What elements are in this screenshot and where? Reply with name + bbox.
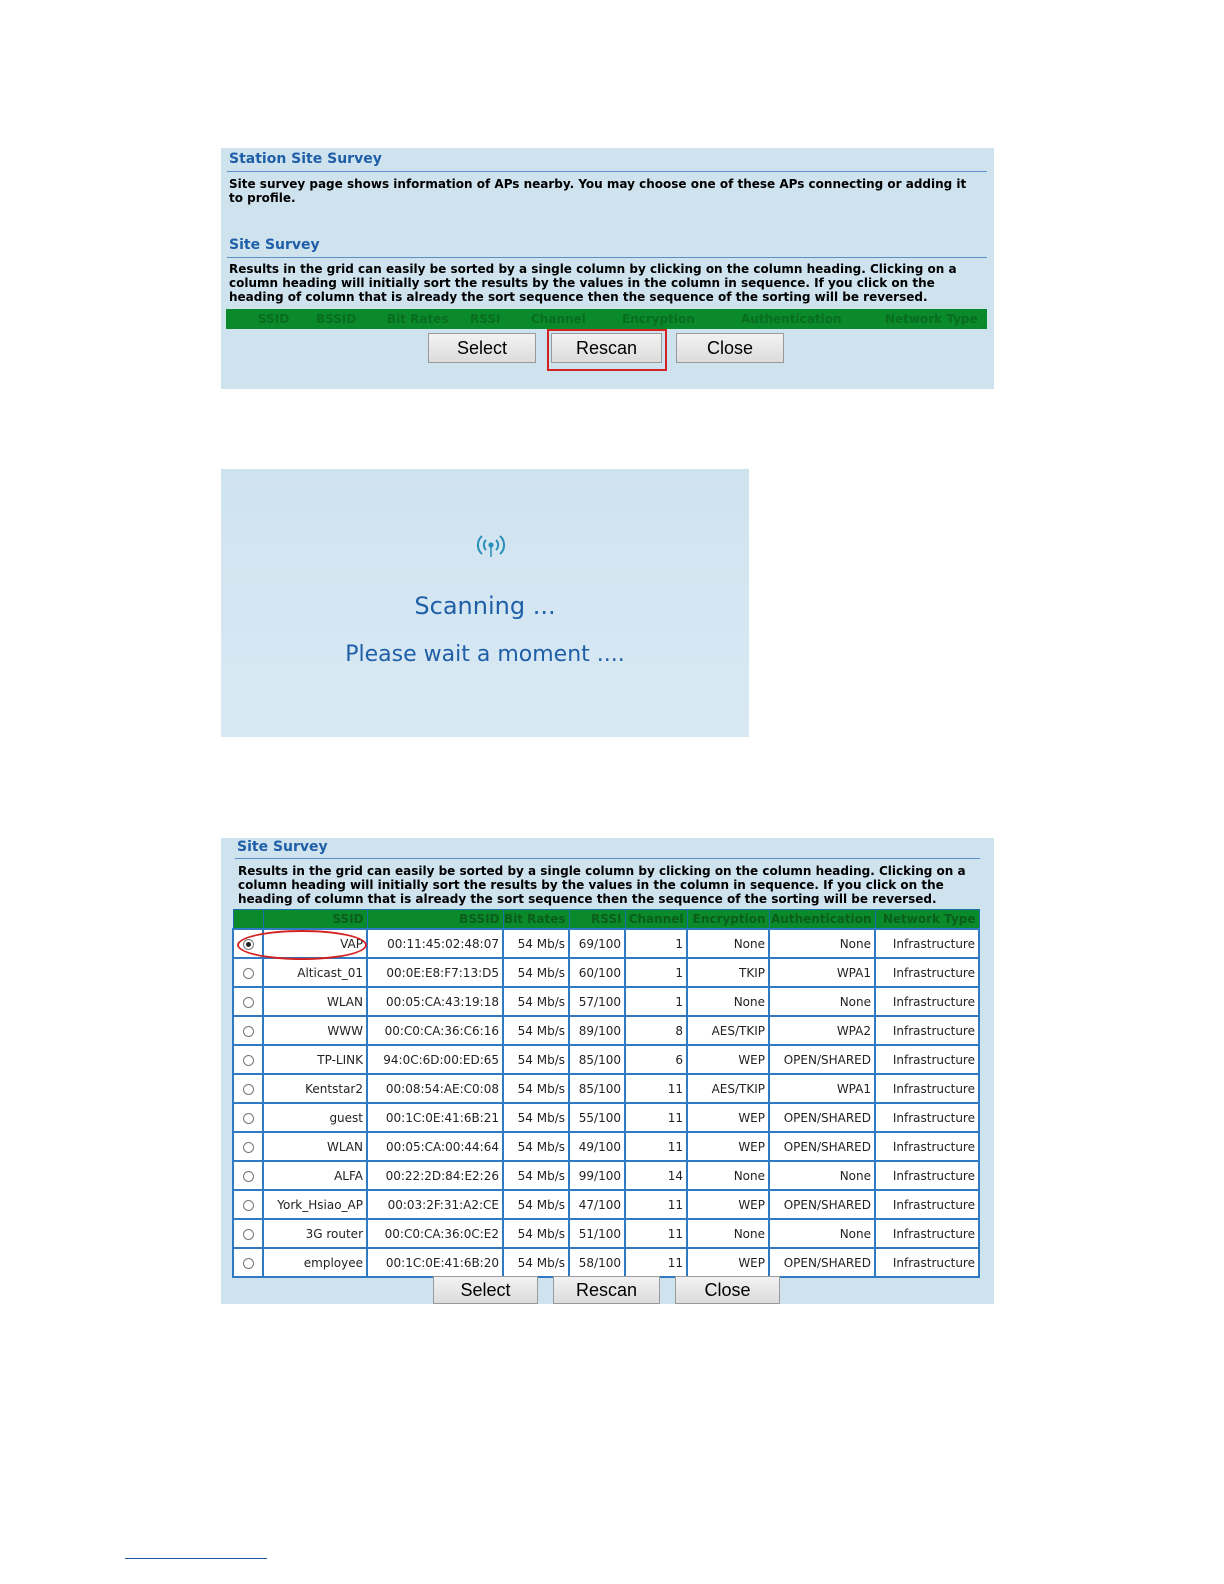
rescan-button[interactable]: Rescan bbox=[551, 333, 662, 363]
rssi-cell: 55/100 bbox=[569, 1103, 625, 1132]
channel-cell: 11 bbox=[625, 1190, 687, 1219]
channel-cell: 11 bbox=[625, 1219, 687, 1248]
scanning-status: Scanning ... bbox=[414, 592, 556, 620]
wait-message: Please wait a moment .... bbox=[345, 642, 625, 667]
select-radio[interactable] bbox=[243, 1258, 254, 1269]
radio-cell bbox=[233, 1219, 263, 1248]
ssid-cell: WLAN bbox=[263, 1132, 367, 1161]
results-close-button[interactable]: Close bbox=[675, 1276, 780, 1304]
encryption-cell: WEP bbox=[687, 1190, 769, 1219]
column-header-channel[interactable]: Channel bbox=[531, 312, 586, 326]
authentication-cell: OPEN/SHARED bbox=[769, 1190, 875, 1219]
authentication-cell: None bbox=[769, 1219, 875, 1248]
rssi-cell: 47/100 bbox=[569, 1190, 625, 1219]
title-divider bbox=[227, 171, 987, 172]
encryption-cell: TKIP bbox=[687, 958, 769, 987]
bit-rate-cell: 54 Mb/s bbox=[503, 1016, 569, 1045]
bit-rate-cell: 54 Mb/s bbox=[503, 929, 569, 958]
network-type-cell: Infrastructure bbox=[875, 958, 979, 987]
column-header-rssi[interactable]: RSSI bbox=[569, 910, 625, 930]
bit-rate-cell: 54 Mb/s bbox=[503, 987, 569, 1016]
authentication-cell: OPEN/SHARED bbox=[769, 1248, 875, 1277]
rssi-cell: 57/100 bbox=[569, 987, 625, 1016]
bit-rate-cell: 54 Mb/s bbox=[503, 1161, 569, 1190]
column-header-bssid[interactable]: BSSID bbox=[367, 910, 503, 930]
select-radio[interactable] bbox=[243, 968, 254, 979]
ssid-cell: York_Hsiao_AP bbox=[263, 1190, 367, 1219]
network-type-cell: Infrastructure bbox=[875, 1074, 979, 1103]
site-survey-grid bbox=[232, 909, 980, 1278]
rssi-cell: 99/100 bbox=[569, 1161, 625, 1190]
select-radio[interactable] bbox=[243, 1200, 254, 1211]
select-button[interactable]: Select bbox=[428, 333, 536, 363]
results-divider bbox=[235, 858, 980, 859]
ssid-cell: VAP bbox=[263, 929, 367, 958]
bssid-cell: 00:03:2F:31:A2:CE bbox=[367, 1190, 503, 1219]
bit-rate-cell: 54 Mb/s bbox=[503, 1248, 569, 1277]
authentication-cell: WPA1 bbox=[769, 1074, 875, 1103]
table-row[interactable] bbox=[233, 958, 979, 987]
network-type-cell: Infrastructure bbox=[875, 929, 979, 958]
encryption-cell: None bbox=[687, 1219, 769, 1248]
bit-rate-cell: 54 Mb/s bbox=[503, 1045, 569, 1074]
select-radio[interactable] bbox=[243, 1055, 254, 1066]
page-description: Site survey page shows information of APs nearby. You may choose one of these APs connecting or adding it to profile. bbox=[229, 177, 967, 205]
select-radio[interactable] bbox=[243, 1026, 254, 1037]
table-row[interactable] bbox=[233, 1103, 979, 1132]
authentication-cell: WPA2 bbox=[769, 1016, 875, 1045]
column-header-encryption[interactable]: Encryption bbox=[622, 312, 695, 326]
column-header-authentication[interactable]: Authentication bbox=[741, 312, 842, 326]
rssi-cell: 69/100 bbox=[569, 929, 625, 958]
radio-cell bbox=[233, 1074, 263, 1103]
column-header-network-type[interactable]: Network Type bbox=[875, 910, 979, 930]
channel-cell: 11 bbox=[625, 1248, 687, 1277]
column-header-rssi[interactable]: RSSI bbox=[470, 312, 501, 326]
channel-cell: 14 bbox=[625, 1161, 687, 1190]
table-row[interactable] bbox=[233, 1190, 979, 1219]
authentication-cell: None bbox=[769, 1161, 875, 1190]
table-row[interactable] bbox=[233, 1016, 979, 1045]
radio-cell bbox=[233, 1248, 263, 1277]
table-row[interactable] bbox=[233, 1161, 979, 1190]
channel-cell: 11 bbox=[625, 1103, 687, 1132]
channel-cell: 1 bbox=[625, 958, 687, 987]
results-select-button[interactable]: Select bbox=[433, 1276, 538, 1304]
encryption-cell: None bbox=[687, 1161, 769, 1190]
network-type-cell: Infrastructure bbox=[875, 1190, 979, 1219]
radio-cell bbox=[233, 1103, 263, 1132]
section-description: Results in the grid can easily be sorted by a single column by clicking on the column heading. Clicking on a column heading will initially sort the results by the values in the column in sequence. If you click on the heading of column that is already the sort sequence then the sequence of the sorting will be reversed. bbox=[229, 262, 957, 304]
column-header-authentication[interactable]: Authentication bbox=[769, 910, 875, 930]
ssid-cell: Kentstar2 bbox=[263, 1074, 367, 1103]
select-radio[interactable] bbox=[243, 997, 254, 1008]
results-title: Site Survey bbox=[237, 839, 328, 855]
column-header-network-type[interactable]: Network Type bbox=[885, 312, 978, 326]
bssid-cell: 00:08:54:AE:C0:08 bbox=[367, 1074, 503, 1103]
radio-cell bbox=[233, 1132, 263, 1161]
footnote-separator bbox=[125, 1558, 267, 1559]
network-type-cell: Infrastructure bbox=[875, 1161, 979, 1190]
channel-cell: 1 bbox=[625, 987, 687, 1016]
bssid-cell: 00:11:45:02:48:07 bbox=[367, 929, 503, 958]
authentication-cell: None bbox=[769, 929, 875, 958]
column-header-bit-rates[interactable]: Bit Rates bbox=[387, 312, 449, 326]
column-header-bit-rates[interactable]: Bit Rates bbox=[503, 910, 569, 930]
bit-rate-cell: 54 Mb/s bbox=[503, 1190, 569, 1219]
bit-rate-cell: 54 Mb/s bbox=[503, 1074, 569, 1103]
encryption-cell: None bbox=[687, 929, 769, 958]
column-header-channel[interactable]: Channel bbox=[625, 910, 687, 930]
bit-rate-cell: 54 Mb/s bbox=[503, 1219, 569, 1248]
close-button[interactable]: Close bbox=[676, 333, 784, 363]
ssid-cell: employee bbox=[263, 1248, 367, 1277]
table-row[interactable] bbox=[233, 1248, 979, 1277]
encryption-cell: AES/TKIP bbox=[687, 1016, 769, 1045]
network-type-cell: Infrastructure bbox=[875, 1248, 979, 1277]
select-radio[interactable] bbox=[243, 1171, 254, 1182]
radio-cell bbox=[233, 987, 263, 1016]
selected-row-highlight-annotation bbox=[237, 930, 367, 960]
network-type-cell: Infrastructure bbox=[875, 987, 979, 1016]
bssid-cell: 00:22:2D:84:E2:26 bbox=[367, 1161, 503, 1190]
select-radio[interactable] bbox=[243, 1113, 254, 1124]
network-type-cell: Infrastructure bbox=[875, 1045, 979, 1074]
ssid-cell: 3G router bbox=[263, 1219, 367, 1248]
scanning-panel bbox=[221, 469, 749, 737]
rssi-cell: 51/100 bbox=[569, 1219, 625, 1248]
network-type-cell: Infrastructure bbox=[875, 1016, 979, 1045]
ssid-cell: WWW bbox=[263, 1016, 367, 1045]
bssid-cell: 94:0C:6D:00:ED:65 bbox=[367, 1045, 503, 1074]
channel-cell: 11 bbox=[625, 1132, 687, 1161]
section-divider bbox=[227, 257, 987, 258]
column-header-select bbox=[233, 910, 263, 930]
channel-cell: 6 bbox=[625, 1045, 687, 1074]
radio-cell bbox=[233, 958, 263, 987]
network-type-cell: Infrastructure bbox=[875, 1103, 979, 1132]
column-header-encryption[interactable]: Encryption bbox=[687, 910, 769, 930]
column-header-ssid[interactable]: SSID bbox=[263, 910, 367, 930]
authentication-cell: WPA1 bbox=[769, 958, 875, 987]
rssi-cell: 89/100 bbox=[569, 1016, 625, 1045]
encryption-cell: None bbox=[687, 987, 769, 1016]
bit-rate-cell: 54 Mb/s bbox=[503, 958, 569, 987]
column-header-ssid[interactable]: SSID bbox=[258, 312, 290, 326]
network-type-cell: Infrastructure bbox=[875, 1132, 979, 1161]
authentication-cell: OPEN/SHARED bbox=[769, 1132, 875, 1161]
table-row[interactable] bbox=[233, 1045, 979, 1074]
rescan-highlight-annotation bbox=[547, 329, 667, 371]
bssid-cell: 00:C0:CA:36:C6:16 bbox=[367, 1016, 503, 1045]
network-type-cell: Infrastructure bbox=[875, 1219, 979, 1248]
ssid-cell: Alticast_01 bbox=[263, 958, 367, 987]
authentication-cell: OPEN/SHARED bbox=[769, 1103, 875, 1132]
ssid-cell: guest bbox=[263, 1103, 367, 1132]
select-radio[interactable] bbox=[243, 1142, 254, 1153]
bssid-cell: 00:1C:0E:41:6B:21 bbox=[367, 1103, 503, 1132]
results-rescan-button[interactable]: Rescan bbox=[553, 1276, 660, 1304]
encryption-cell: WEP bbox=[687, 1132, 769, 1161]
table-row[interactable] bbox=[233, 1132, 979, 1161]
radio-cell bbox=[233, 1161, 263, 1190]
rssi-cell: 85/100 bbox=[569, 1074, 625, 1103]
radio-cell bbox=[233, 1045, 263, 1074]
ssid-cell: TP-LINK bbox=[263, 1045, 367, 1074]
select-radio[interactable] bbox=[243, 1084, 254, 1095]
grid-header-row bbox=[233, 910, 979, 930]
rssi-cell: 58/100 bbox=[569, 1248, 625, 1277]
results-description: Results in the grid can easily be sorted by a single column by clicking on the column heading. Clicking on a column heading will initially sort the results by the values in the column in sequence. If you click on the heading of column that is already the sort sequence then the sequence of the sorting will be reversed. bbox=[238, 864, 966, 906]
rssi-cell: 49/100 bbox=[569, 1132, 625, 1161]
encryption-cell: AES/TKIP bbox=[687, 1074, 769, 1103]
column-header-bssid[interactable]: BSSID bbox=[316, 312, 357, 326]
wireless-signal-icon bbox=[475, 531, 507, 563]
grid-header-bar bbox=[226, 309, 987, 329]
bit-rate-cell: 54 Mb/s bbox=[503, 1132, 569, 1161]
page-title: Station Site Survey bbox=[229, 151, 382, 167]
encryption-cell: WEP bbox=[687, 1248, 769, 1277]
channel-cell: 11 bbox=[625, 1074, 687, 1103]
authentication-cell: None bbox=[769, 987, 875, 1016]
bssid-cell: 00:C0:CA:36:0C:E2 bbox=[367, 1219, 503, 1248]
table-row[interactable] bbox=[233, 1074, 979, 1103]
table-row[interactable] bbox=[233, 1219, 979, 1248]
encryption-cell: WEP bbox=[687, 1045, 769, 1074]
radio-cell bbox=[233, 1190, 263, 1219]
authentication-cell: OPEN/SHARED bbox=[769, 1045, 875, 1074]
ssid-cell: WLAN bbox=[263, 987, 367, 1016]
section-title: Site Survey bbox=[229, 237, 320, 253]
bssid-cell: 00:05:CA:43:19:18 bbox=[367, 987, 503, 1016]
ssid-cell: ALFA bbox=[263, 1161, 367, 1190]
table-row[interactable] bbox=[233, 987, 979, 1016]
bit-rate-cell: 54 Mb/s bbox=[503, 1103, 569, 1132]
select-radio[interactable] bbox=[243, 1229, 254, 1240]
bssid-cell: 00:0E:E8:F7:13:D5 bbox=[367, 958, 503, 987]
rssi-cell: 85/100 bbox=[569, 1045, 625, 1074]
bssid-cell: 00:1C:0E:41:6B:20 bbox=[367, 1248, 503, 1277]
bssid-cell: 00:05:CA:00:44:64 bbox=[367, 1132, 503, 1161]
channel-cell: 8 bbox=[625, 1016, 687, 1045]
channel-cell: 1 bbox=[625, 929, 687, 958]
rssi-cell: 60/100 bbox=[569, 958, 625, 987]
encryption-cell: WEP bbox=[687, 1103, 769, 1132]
radio-cell bbox=[233, 1016, 263, 1045]
